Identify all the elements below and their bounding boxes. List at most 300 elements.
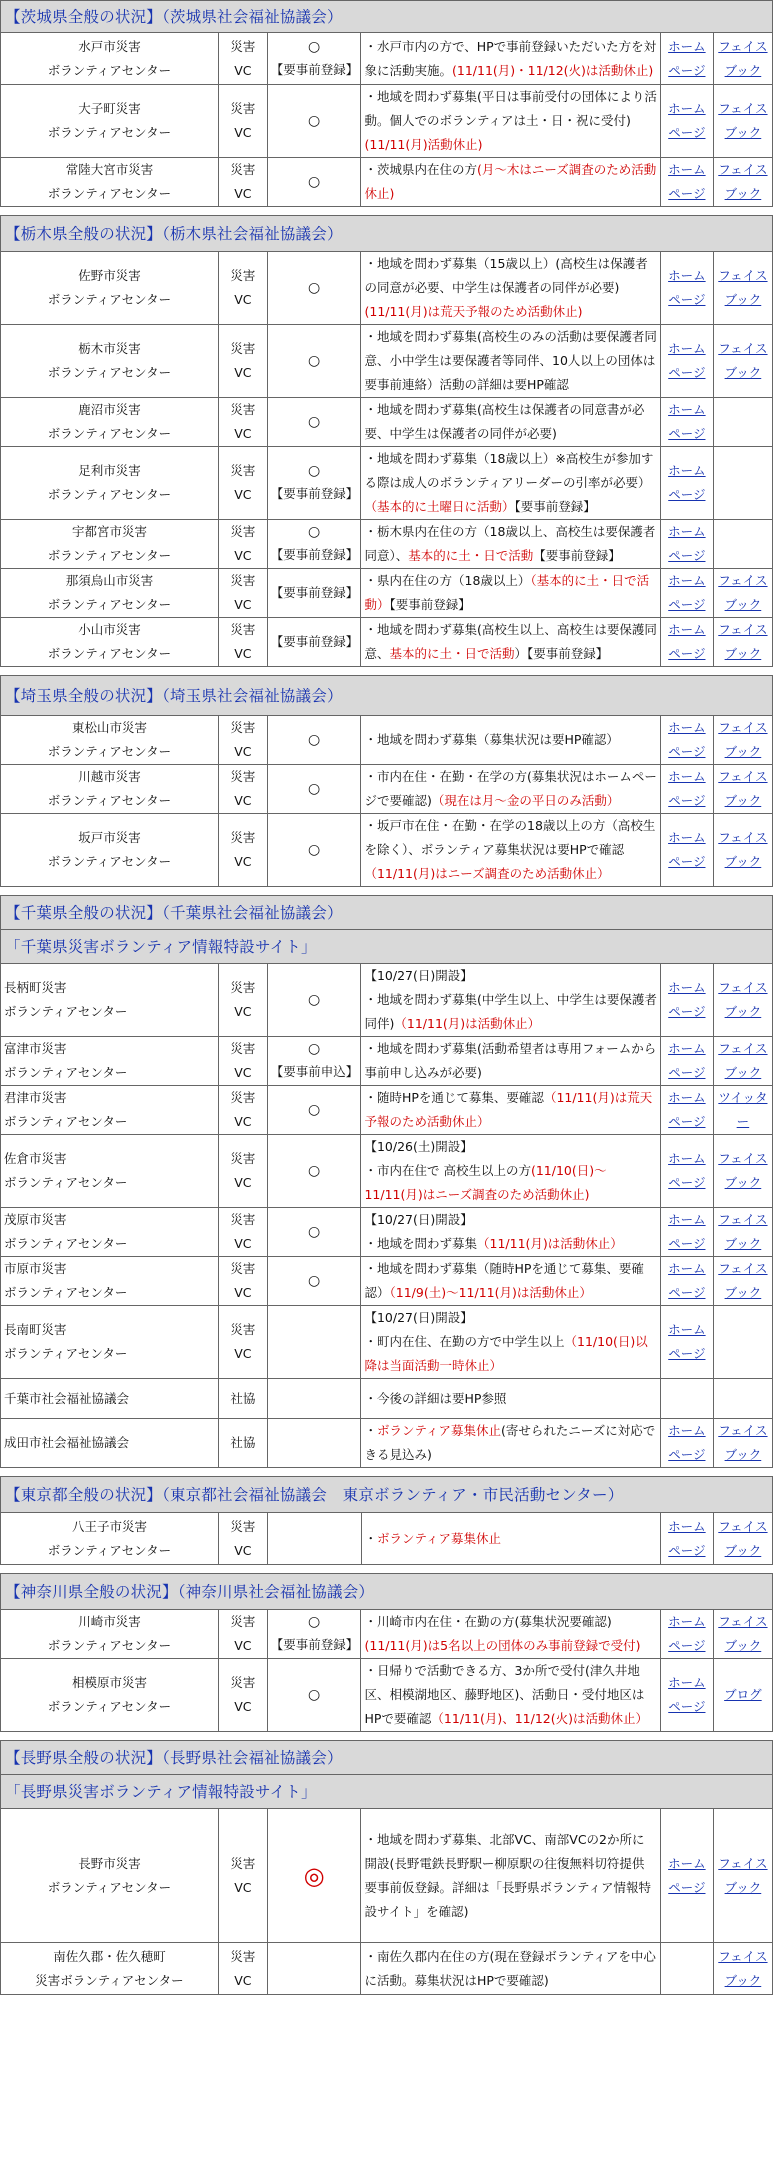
homepage-cell [660, 520, 713, 569]
recruit-status-cell [267, 1513, 361, 1565]
social-cell [713, 33, 772, 85]
description-text: ・日帰りで活動できる方、3か所で受付(津久井地区、相模湖地区、藤野地区)、活動日・受付地区はHPで要確認 [364, 1663, 645, 1726]
homepage-link[interactable]: ホームページ [668, 1423, 706, 1462]
center-name-cell [1, 33, 219, 85]
center-name: 栃木市災害 [78, 341, 141, 356]
center-name-cell [1, 520, 219, 569]
type-cell [218, 1809, 267, 1943]
description-text: ・地域を問わず募集（18歳以上）※高校生が参加する際は成人のボランティアリーダーの引率が必要） [364, 451, 654, 490]
center-name-cell [1, 398, 219, 447]
center-type: 災害VC [230, 1212, 256, 1251]
table-row [1, 765, 773, 814]
prefecture-status-link[interactable]: 【千葉県全般の状況】（千葉県社会福祉協議会） [5, 903, 343, 922]
table-row [1, 618, 773, 667]
facebook-link[interactable]: フェイスブック [718, 769, 768, 808]
section-tokyo-table [0, 1476, 773, 1565]
facebook-link[interactable]: フェイスブック [718, 1855, 768, 1895]
homepage-link[interactable]: ホームページ [668, 1261, 706, 1300]
circle-icon: ○ [308, 1163, 321, 1179]
homepage-cell [660, 1208, 713, 1257]
suspension-note: (11/11(月)・11/12(火)は活動休止) [452, 62, 654, 78]
facebook-link[interactable]: フェイスブック [718, 1423, 768, 1462]
type-cell [218, 33, 267, 85]
center-type: 災害VC [230, 162, 256, 201]
center-name-cell [1, 1306, 219, 1379]
circle-icon: ○ [308, 992, 321, 1008]
type-cell [218, 1135, 267, 1208]
homepage-link[interactable]: ホームページ [668, 769, 706, 808]
type-cell [218, 569, 267, 618]
center-name-cell [1, 618, 219, 667]
table-row [1, 1306, 773, 1379]
facebook-link[interactable]: フェイスブック [718, 268, 768, 307]
description-cell [361, 814, 660, 887]
recruit-status-cell [267, 964, 361, 1037]
description-text: (寄せられたニーズに対応できる見込み) [364, 1423, 656, 1462]
section-chiba-table [0, 895, 773, 1468]
center-name: 南佐久郡・佐久穂町 [53, 1948, 166, 1964]
description-cell [361, 1809, 660, 1943]
center-name: 長南町災害 [4, 1322, 67, 1337]
facebook-link[interactable]: フェイスブック [718, 101, 768, 140]
circle-icon: ○ [308, 1102, 321, 1118]
section-ibaraki-table [0, 0, 773, 207]
suspension-note: ボランティア募集休止 [377, 1423, 502, 1438]
homepage-link[interactable]: ホームページ [668, 1614, 706, 1653]
type-cell [218, 447, 267, 520]
center-name: ボランティアセンター [47, 548, 172, 563]
description-cell [361, 1135, 660, 1208]
section-tochigi-table [0, 215, 773, 667]
center-name-cell [1, 1419, 219, 1468]
description-cell [361, 1208, 660, 1257]
description-cell [361, 158, 660, 207]
homepage-cell [660, 1513, 713, 1565]
center-name: ボランティアセンター [47, 62, 172, 78]
homepage-cell [660, 964, 713, 1037]
recruit-status-cell [267, 398, 361, 447]
description-cell [361, 447, 660, 520]
description-text: ・今後の詳細は要HP参照 [364, 1390, 507, 1406]
double-circle-icon: ◎ [303, 1861, 325, 1890]
social-cell [713, 1513, 772, 1565]
center-type: 災害VC [230, 463, 256, 502]
suspension-note: 基本的に土・日で活動 [408, 548, 534, 563]
center-name: 川崎市災害 [78, 1614, 141, 1629]
special-site-link[interactable]: 「長野県災害ボランティア情報特設サイト」 [5, 1782, 317, 1801]
center-name: ボランティアセンター [47, 744, 172, 759]
section-header-row [1, 1574, 773, 1610]
recruit-status-cell [267, 765, 361, 814]
type-cell [218, 1086, 267, 1135]
center-type: 災害VC [230, 1151, 256, 1190]
homepage-cell [660, 1809, 713, 1943]
social-cell [713, 1086, 772, 1135]
homepage-link[interactable]: ホームページ [668, 341, 706, 380]
prefecture-status-link[interactable]: 【茨城県全般の状況】（茨城県社会福祉協議会） [5, 7, 343, 26]
homepage-link[interactable]: ホームページ [668, 1322, 706, 1361]
social-cell [713, 447, 772, 520]
description-cell [361, 1086, 660, 1135]
description-text: ・ [364, 1530, 378, 1546]
description-text: (長野電鉄長野駅ー柳原駅の往復無料切符提供 要事前仮登録。詳細は「長野県ボランティア情報特設サイト」を確認) [364, 1855, 657, 1919]
homepage-cell [660, 1379, 713, 1419]
center-name: 佐倉市災害 [4, 1151, 67, 1166]
description-text: ・栃木県内在住の方（18歳以上、高校生は要保護者同意）、 [364, 524, 656, 563]
recruit-status-cell [267, 1610, 361, 1659]
center-name: 常陸大宮市災害 [65, 162, 154, 177]
facebook-link[interactable]: フェイスブック [718, 830, 768, 869]
section-header [1, 676, 773, 716]
description-text: ・地域を問わず募集（募集状況は要HP確認） [364, 732, 619, 747]
homepage-link[interactable]: ホームページ [668, 1041, 706, 1080]
registration-note: 【要事前申込】 [270, 1064, 359, 1079]
prefecture-status-link[interactable]: 【長野県全般の状況】（長野県社会福祉協議会） [5, 1748, 343, 1767]
description-text: 【10/26(土)開設】 [364, 1139, 473, 1154]
facebook-link[interactable]: フェイスブック [718, 622, 768, 661]
center-type: 社協 [230, 1435, 256, 1450]
center-name: ボランティアセンター [4, 1114, 128, 1129]
type-cell [218, 1513, 267, 1565]
facebook-link[interactable]: フェイスブック [718, 1518, 768, 1558]
special-site-link[interactable]: 「千葉県災害ボランティア情報特設サイト」 [5, 937, 317, 956]
type-cell [218, 1943, 267, 1995]
section-header [1, 1775, 773, 1809]
homepage-link[interactable]: ホームページ [668, 101, 706, 140]
table-row [1, 447, 773, 520]
description-text: ）【要事前登録】 [514, 646, 609, 661]
description-text: ・地域を問わず募集(高校生のみの活動は要保護者同意、小中学生は要保護者等同伴、10人以上の団体は要事前連絡）活動の詳細は要HP確認 [364, 329, 657, 392]
description-cell [361, 1419, 660, 1468]
center-name: ボランティアセンター [47, 1638, 172, 1653]
circle-icon: ○ [308, 1614, 321, 1630]
description-text: ・水戸市内の方で、HPで事前登録いただいた方を対象に活動実施。 [364, 38, 657, 78]
center-name: 鹿沼市災害 [78, 402, 141, 417]
table-row [1, 1659, 773, 1732]
table-row [1, 1610, 773, 1659]
description-text: ・随時HPを通じて募集、要確認 [364, 1090, 544, 1105]
table-row [1, 158, 773, 207]
homepage-cell [660, 252, 713, 325]
type-cell [218, 814, 267, 887]
twitter-link[interactable]: ツイッター [718, 1090, 768, 1129]
type-cell [218, 325, 267, 398]
facebook-link[interactable]: フェイスブック [718, 720, 768, 759]
center-name: 長柄町災害 [4, 980, 67, 995]
center-type: 災害VC [230, 573, 256, 612]
description-text: ・地域を問わず募集(高校生は保護者の同意書が必要、中学生は保護者の同伴が必要) [364, 402, 645, 441]
recruit-status-cell [267, 569, 361, 618]
description-text: ・地域を問わず募集 [364, 1236, 477, 1251]
center-name-cell [1, 1513, 219, 1565]
description-text: ・地域を問わず募集(中学生以上、中学生は要保護者同伴) [364, 992, 657, 1031]
homepage-cell [660, 1135, 713, 1208]
center-type: 災害VC [230, 1614, 256, 1653]
social-cell [713, 252, 772, 325]
type-cell [218, 158, 267, 207]
center-name: 長野市災害 [78, 1855, 141, 1871]
type-cell [218, 716, 267, 765]
recruit-status-cell [267, 447, 361, 520]
suspension-note: （現在は月～金の平日のみ活動） [431, 793, 620, 808]
recruit-status-cell [267, 1809, 361, 1943]
description-text: ・地域を問わず募集（随時HPを通じて募集、要確認） [364, 1261, 644, 1300]
suspension-note: （基本的に土・日で活動） [364, 573, 650, 612]
center-name: 川越市災害 [78, 769, 141, 784]
center-name: 佐野市災害 [78, 268, 141, 283]
table-row [1, 1135, 773, 1208]
homepage-link[interactable]: ホームページ [668, 980, 706, 1019]
center-type: 災害VC [230, 769, 256, 808]
description-text: ・地域を問わず募集(活動希望者は専用フォームから事前申し込みが必要) [364, 1041, 657, 1080]
description-text: ・坂戸市在住・在勤・在学の18歳以上の方（高校生を除く）、ボランティア募集状況は要HPで確認 [364, 818, 656, 857]
description-cell [361, 252, 660, 325]
center-name: 市原市災害 [4, 1261, 67, 1276]
suspension-note: 基本的に土・日で活動 [389, 646, 515, 661]
description-text: ・南佐久郡内在住の方(現在登録ボランティアを中心に活動。募集状況はHPで要確認) [364, 1948, 656, 1988]
center-name-cell [1, 1610, 219, 1659]
center-name: 君津市災害 [4, 1090, 67, 1105]
type-cell [218, 964, 267, 1037]
description-text: ・ [364, 1423, 377, 1438]
description-text: ・川崎市内在住・在勤の方(募集状況要確認) [364, 1614, 612, 1629]
center-name: 坂戸市災害 [78, 830, 141, 845]
center-name: ボランティアセンター [47, 487, 172, 502]
description-text: 【要事前登録】 [533, 548, 621, 563]
center-name-cell [1, 252, 219, 325]
blog-link[interactable]: ブログ [724, 1687, 762, 1702]
section-header-row [1, 216, 773, 252]
homepage-link[interactable]: ホームページ [668, 573, 706, 612]
social-cell [713, 1135, 772, 1208]
homepage-link[interactable]: ホームページ [668, 1518, 706, 1558]
homepage-link[interactable]: ホームページ [668, 1855, 706, 1895]
facebook-link[interactable]: フェイスブック [718, 1948, 768, 1988]
homepage-link[interactable]: ホームページ [668, 830, 706, 869]
center-name: 大子町災害 [78, 101, 141, 116]
homepage-cell [660, 447, 713, 520]
homepage-link[interactable]: ホームページ [668, 1212, 706, 1251]
registration-note: 【要事前登録】 [270, 61, 359, 77]
homepage-link[interactable]: ホームページ [668, 402, 706, 441]
recruit-status-cell [267, 33, 361, 85]
social-cell [713, 1208, 772, 1257]
circle-icon: ○ [308, 280, 321, 296]
social-cell [713, 716, 772, 765]
center-name: ボランティアセンター [47, 793, 172, 808]
social-cell [713, 1257, 772, 1306]
prefecture-status-link[interactable]: 【埼玉県全般の状況】（埼玉県社会福祉協議会） [5, 686, 343, 705]
recruit-status-cell [267, 716, 361, 765]
table-row [1, 1943, 773, 1995]
circle-icon: ○ [308, 1273, 321, 1289]
center-type: 災害VC [230, 830, 256, 869]
circle-icon: ○ [308, 524, 321, 540]
homepage-cell [660, 1037, 713, 1086]
type-cell [218, 1379, 267, 1419]
section-separator [0, 207, 778, 215]
center-type: 災害VC [230, 622, 256, 661]
facebook-link[interactable]: フェイスブック [718, 1261, 768, 1300]
homepage-cell [660, 158, 713, 207]
facebook-link[interactable]: フェイスブック [718, 162, 768, 201]
description-cell [361, 569, 660, 618]
center-name-cell [1, 1208, 219, 1257]
description-text: 【要事前登録】 [514, 499, 596, 514]
description-text: ・市内在住・在勤・在学の方(募集状況はホームページで要確認) [364, 769, 657, 808]
center-name: ボランティアセンター [4, 1175, 128, 1190]
center-name: 那須烏山市災害 [65, 573, 154, 588]
center-type: 災害VC [230, 1261, 256, 1300]
social-cell [713, 325, 772, 398]
type-cell [218, 1257, 267, 1306]
center-name-cell [1, 1659, 219, 1732]
homepage-link[interactable]: ホームページ [668, 1151, 706, 1190]
section-header [1, 216, 773, 252]
facebook-link[interactable]: フェイスブック [718, 1614, 768, 1653]
recruit-status-cell [267, 85, 361, 158]
description-text: ・地域を問わず募集、北部VC、南部VCの2か所に開設 [364, 1831, 645, 1871]
recruit-status-cell [267, 618, 361, 667]
center-type: 災害VC [230, 524, 256, 563]
circle-icon: ○ [308, 781, 321, 797]
homepage-link[interactable]: ホームページ [668, 1090, 706, 1129]
homepage-link[interactable]: ホームページ [668, 1675, 706, 1714]
table-row [1, 520, 773, 569]
homepage-cell [660, 1659, 713, 1732]
facebook-link[interactable]: フェイスブック [718, 341, 768, 380]
homepage-link[interactable]: ホームページ [668, 268, 706, 307]
facebook-link[interactable]: フェイスブック [718, 980, 768, 1019]
table-row [1, 716, 773, 765]
section-header-row [1, 676, 773, 716]
center-name: ボランティアセンター [4, 1346, 128, 1361]
registration-note: 【要事前登録】 [270, 585, 359, 600]
section-separator [0, 667, 778, 675]
facebook-link[interactable]: フェイスブック [718, 573, 768, 612]
suspension-note: （11/11(月)は活動休止） [477, 1236, 623, 1251]
section-header-row [1, 1775, 773, 1809]
type-cell [218, 398, 267, 447]
section-header [1, 1477, 773, 1513]
circle-icon: ○ [308, 113, 321, 129]
table-row [1, 325, 773, 398]
social-cell [713, 85, 772, 158]
center-type: 災害VC [230, 1675, 256, 1714]
type-cell [218, 1306, 267, 1379]
center-name: ボランティアセンター [47, 186, 172, 201]
suspension-note: （11/11(月)は荒天予報のため活動休止） [364, 1090, 653, 1129]
center-name-cell [1, 447, 219, 520]
description-text: 【要事前登録】 [389, 597, 471, 612]
type-cell [218, 1610, 267, 1659]
description-text: ・県内在住の方（18歳以上） [364, 573, 531, 588]
type-cell [218, 1037, 267, 1086]
section-separator [0, 887, 778, 895]
section-header-row [1, 930, 773, 964]
facebook-link[interactable]: フェイスブック [718, 1212, 768, 1251]
section-separator [0, 1468, 778, 1476]
table-row [1, 1086, 773, 1135]
circle-icon: ○ [308, 463, 321, 479]
section-kanagawa-table [0, 1573, 773, 1732]
center-name: ボランティアセンター [47, 125, 172, 140]
prefecture-status-link[interactable]: 【神奈川県全般の状況】（神奈川県社会福祉協議会） [5, 1582, 375, 1601]
homepage-link[interactable]: ホームページ [668, 524, 706, 563]
homepage-cell [660, 1943, 713, 1995]
recruit-status-cell [267, 1943, 361, 1995]
description-cell [361, 716, 660, 765]
center-name-cell [1, 1257, 219, 1306]
description-text: ・茨城県内在住の方 [364, 162, 477, 177]
center-type: 災害VC [230, 1855, 256, 1895]
table-row [1, 85, 773, 158]
homepage-cell [660, 1257, 713, 1306]
social-cell [713, 398, 772, 447]
description-cell [361, 618, 660, 667]
homepage-link[interactable]: ホームページ [668, 463, 706, 502]
suspension-note: (11/10(日)～11/11(月)はニーズ調査のため活動休止) [364, 1163, 607, 1202]
prefecture-status-link[interactable]: 【東京都全般の状況】（東京都社会福祉協議会 東京ボランティア・市民活動センター） [5, 1485, 624, 1504]
center-name: 八王子市災害 [71, 1518, 147, 1534]
homepage-link[interactable]: ホームページ [668, 162, 706, 201]
center-name: ボランティアセンター [47, 1699, 172, 1714]
center-type: 災害VC [230, 1090, 256, 1129]
description-cell [361, 1943, 660, 1995]
social-cell [713, 1379, 772, 1419]
circle-icon: ○ [308, 732, 321, 748]
description-cell [361, 765, 660, 814]
description-text: 【10/27(日)開設】 [364, 968, 473, 983]
recruit-status-cell [267, 158, 361, 207]
section-header [1, 1574, 773, 1610]
circle-icon: ○ [308, 174, 321, 190]
social-cell [713, 1943, 772, 1995]
homepage-link[interactable]: ホームページ [668, 622, 706, 661]
center-name: ボランティアセンター [4, 1065, 128, 1080]
center-type: 災害VC [230, 1041, 256, 1080]
type-cell [218, 1419, 267, 1468]
description-text: 【10/27(日)開設】 [364, 1212, 473, 1227]
section-saitama-table [0, 675, 773, 887]
description-cell [361, 964, 660, 1037]
type-cell [218, 1208, 267, 1257]
facebook-link[interactable]: フェイスブック [718, 1151, 768, 1190]
homepage-link[interactable]: ホームページ [668, 720, 706, 759]
section-header [1, 1741, 773, 1775]
center-type: 災害VC [230, 1518, 256, 1558]
facebook-link[interactable]: フェイスブック [718, 1041, 768, 1080]
registration-note: 【要事前登録】 [270, 547, 359, 562]
description-cell [361, 1257, 660, 1306]
homepage-link[interactable]: ホームページ [668, 38, 706, 78]
social-cell [713, 618, 772, 667]
center-name: 災害ボランティアセンター [35, 1972, 184, 1988]
homepage-cell [660, 814, 713, 887]
homepage-cell [660, 1610, 713, 1659]
prefecture-status-link[interactable]: 【栃木県全般の状況】（栃木県社会福祉協議会） [5, 224, 343, 243]
table-row [1, 1208, 773, 1257]
table-row [1, 1379, 773, 1419]
recruit-status-cell [267, 1419, 361, 1468]
center-name-cell [1, 765, 219, 814]
homepage-cell [660, 1086, 713, 1135]
facebook-link[interactable]: フェイスブック [718, 38, 768, 78]
recruit-status-cell [267, 325, 361, 398]
recruit-status-cell [267, 1037, 361, 1086]
section-header-row [1, 896, 773, 930]
type-cell [218, 520, 267, 569]
